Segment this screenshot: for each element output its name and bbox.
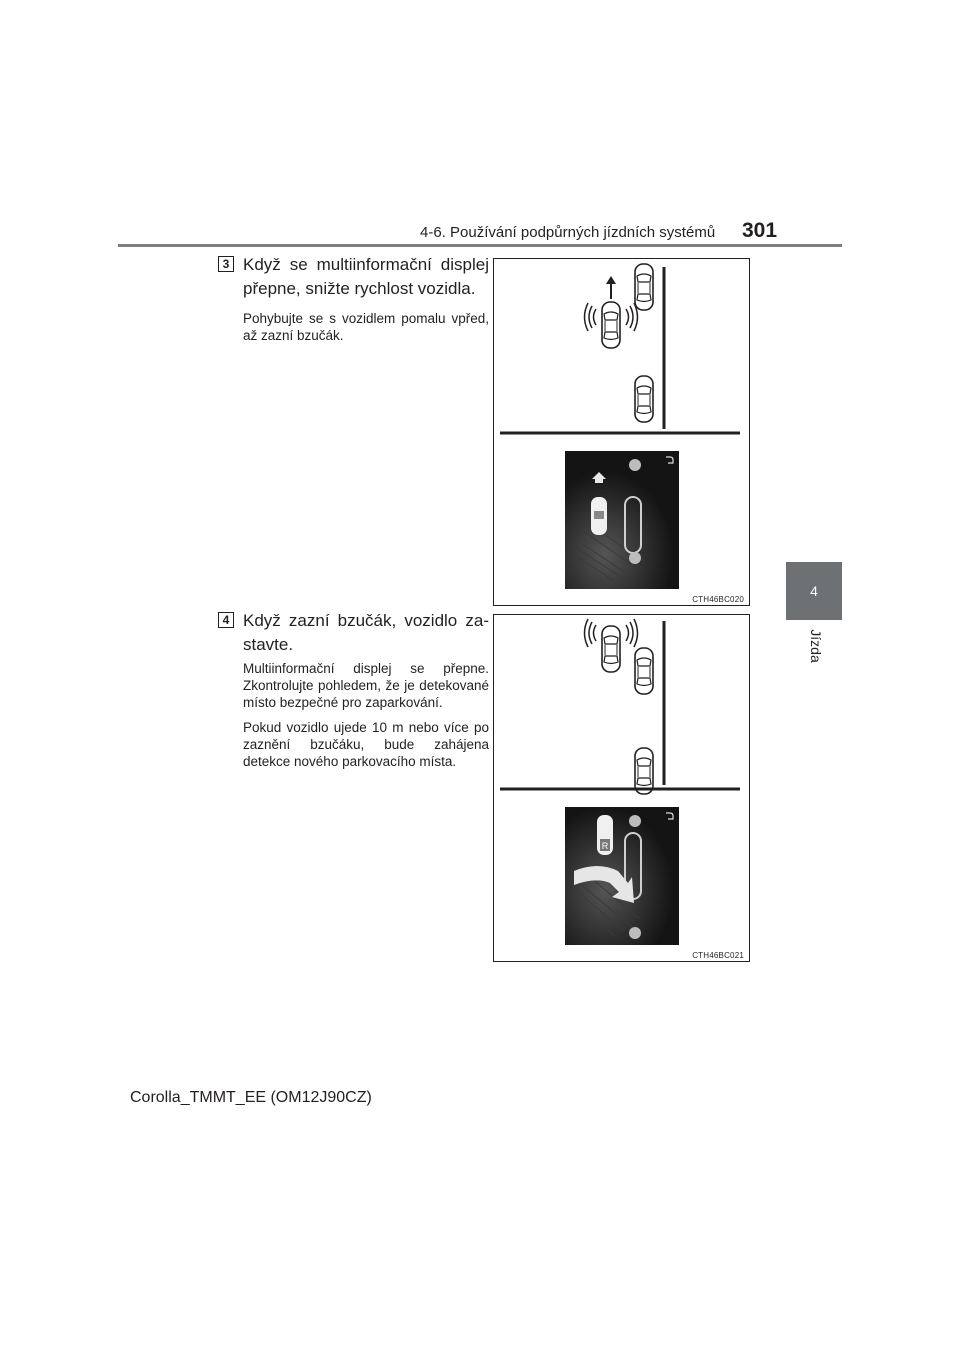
parked-car-icon — [635, 264, 653, 310]
step-title: Když zazní bzučák, vozidlo zastavte. — [243, 611, 489, 654]
chapter-tab — [786, 562, 842, 620]
multi-information-display — [565, 807, 679, 945]
chapter-number: 4 — [810, 583, 818, 599]
page-number: 301 — [742, 219, 778, 242]
step-title: Když se multiinformační displej přepne, snižte rychlost vozidla. — [243, 255, 489, 298]
header-section-title: 4-6. Používání podpůrných jízdních systémů — [420, 224, 716, 241]
step-body-paragraph: Multiinformační displej se přepne. Zkontrolujte pohledem, že je detekované místo bezpečné pro zaparkování. — [243, 661, 489, 710]
multi-information-display — [565, 451, 679, 589]
reverse-gear-indicator: R — [601, 841, 609, 851]
parking-illustration — [494, 259, 751, 607]
step-body-paragraph: Pohybujte se s vozidlem pomalu vpřed, až zazní bzučák. — [243, 311, 489, 343]
footer-manual-id: Corolla_TMMT_EE (OM12J90CZ) — [130, 1089, 372, 1106]
own-car-icon — [602, 626, 620, 672]
step-number-box: 3 — [218, 256, 234, 272]
header-rule — [118, 244, 842, 247]
figure-step-4 — [493, 614, 750, 962]
chapter-label-wrap — [806, 628, 824, 668]
own-car-icon — [602, 302, 620, 348]
figure-code: CTH46BC020 — [692, 595, 744, 604]
figure-code: CTH46BC021 — [692, 951, 744, 960]
chapter-label: Jízda — [808, 629, 824, 663]
figure-step-3 — [493, 258, 750, 606]
parked-car-icon — [635, 648, 653, 694]
step-body — [243, 660, 489, 778]
parked-car-icon — [635, 376, 653, 422]
step-body-paragraph: Pokud vozidlo ujede 10 m nebo více po zaznění bzučáku, bude zahájena detekce nového parkovacího místa. — [243, 720, 489, 769]
parked-car-icon — [635, 748, 653, 794]
step-number-box: 4 — [218, 612, 234, 628]
parking-illustration — [494, 615, 751, 963]
step-body — [243, 310, 489, 352]
